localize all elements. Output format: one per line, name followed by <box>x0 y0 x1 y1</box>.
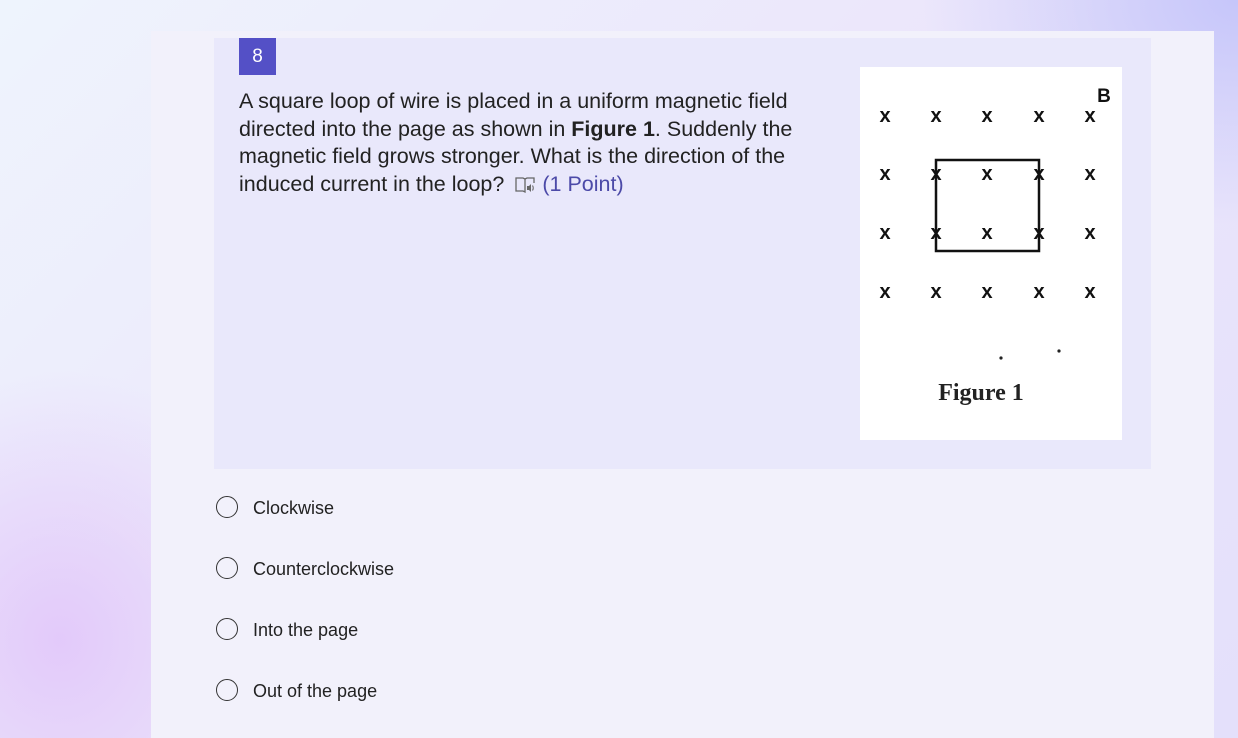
field-into-page-mark: x <box>1084 163 1096 185</box>
option-label: Clockwise <box>253 498 335 518</box>
field-into-page-mark: x <box>1033 105 1045 127</box>
field-into-page-mark: x <box>1084 281 1096 303</box>
field-into-page-mark: x <box>879 281 891 303</box>
field-into-page-mark: x <box>930 163 942 185</box>
figure-1-image <box>860 67 1122 440</box>
magnetic-field-diagram <box>860 67 1122 440</box>
immersive-reader-icon[interactable] <box>514 174 536 194</box>
field-into-page-mark: x <box>930 281 942 303</box>
field-into-page-mark: x <box>930 105 942 127</box>
question-points: (1 Point) <box>542 171 624 196</box>
field-into-page-mark: x <box>1033 222 1045 244</box>
field-into-page-mark: x <box>879 163 891 185</box>
field-into-page-mark: x <box>1084 105 1096 127</box>
radio-button[interactable] <box>216 618 238 640</box>
field-into-page-mark: x <box>930 222 942 244</box>
question-number-badge: 8 <box>239 38 276 75</box>
field-into-page-mark: x <box>1084 222 1096 244</box>
question-text-figure-ref: Figure 1 <box>571 116 655 141</box>
field-into-page-mark: x <box>879 105 891 127</box>
field-into-page-mark: x <box>981 163 993 185</box>
radio-button[interactable] <box>216 496 238 518</box>
question-text-part1: A square loop of wire is placed in a uniform magnetic field directed into the page as shown in <box>239 89 788 141</box>
field-label-b: B <box>1097 86 1111 107</box>
field-into-page-mark: x <box>1033 281 1045 303</box>
question-text <box>239 88 807 198</box>
field-into-page-mark: x <box>981 105 993 127</box>
option-label: Out of the page <box>253 681 378 701</box>
option-label: Into the page <box>253 620 359 640</box>
figure-dot <box>999 356 1002 359</box>
field-into-page-mark: x <box>1033 163 1045 185</box>
question-text-part2: . Suddenly the magnetic field grows stronger. What is the direction of the induced current in the loop? <box>239 116 793 196</box>
field-into-page-mark: x <box>981 281 993 303</box>
question-block <box>214 38 1151 469</box>
option-label: Counterclockwise <box>253 559 395 579</box>
radio-button[interactable] <box>216 679 238 701</box>
figure-dot <box>1057 349 1060 352</box>
question-card <box>151 31 1214 738</box>
figure-caption: Figure 1 <box>938 380 1024 406</box>
field-into-page-mark: x <box>981 222 993 244</box>
field-into-page-mark: x <box>879 222 891 244</box>
radio-button[interactable] <box>216 557 238 579</box>
